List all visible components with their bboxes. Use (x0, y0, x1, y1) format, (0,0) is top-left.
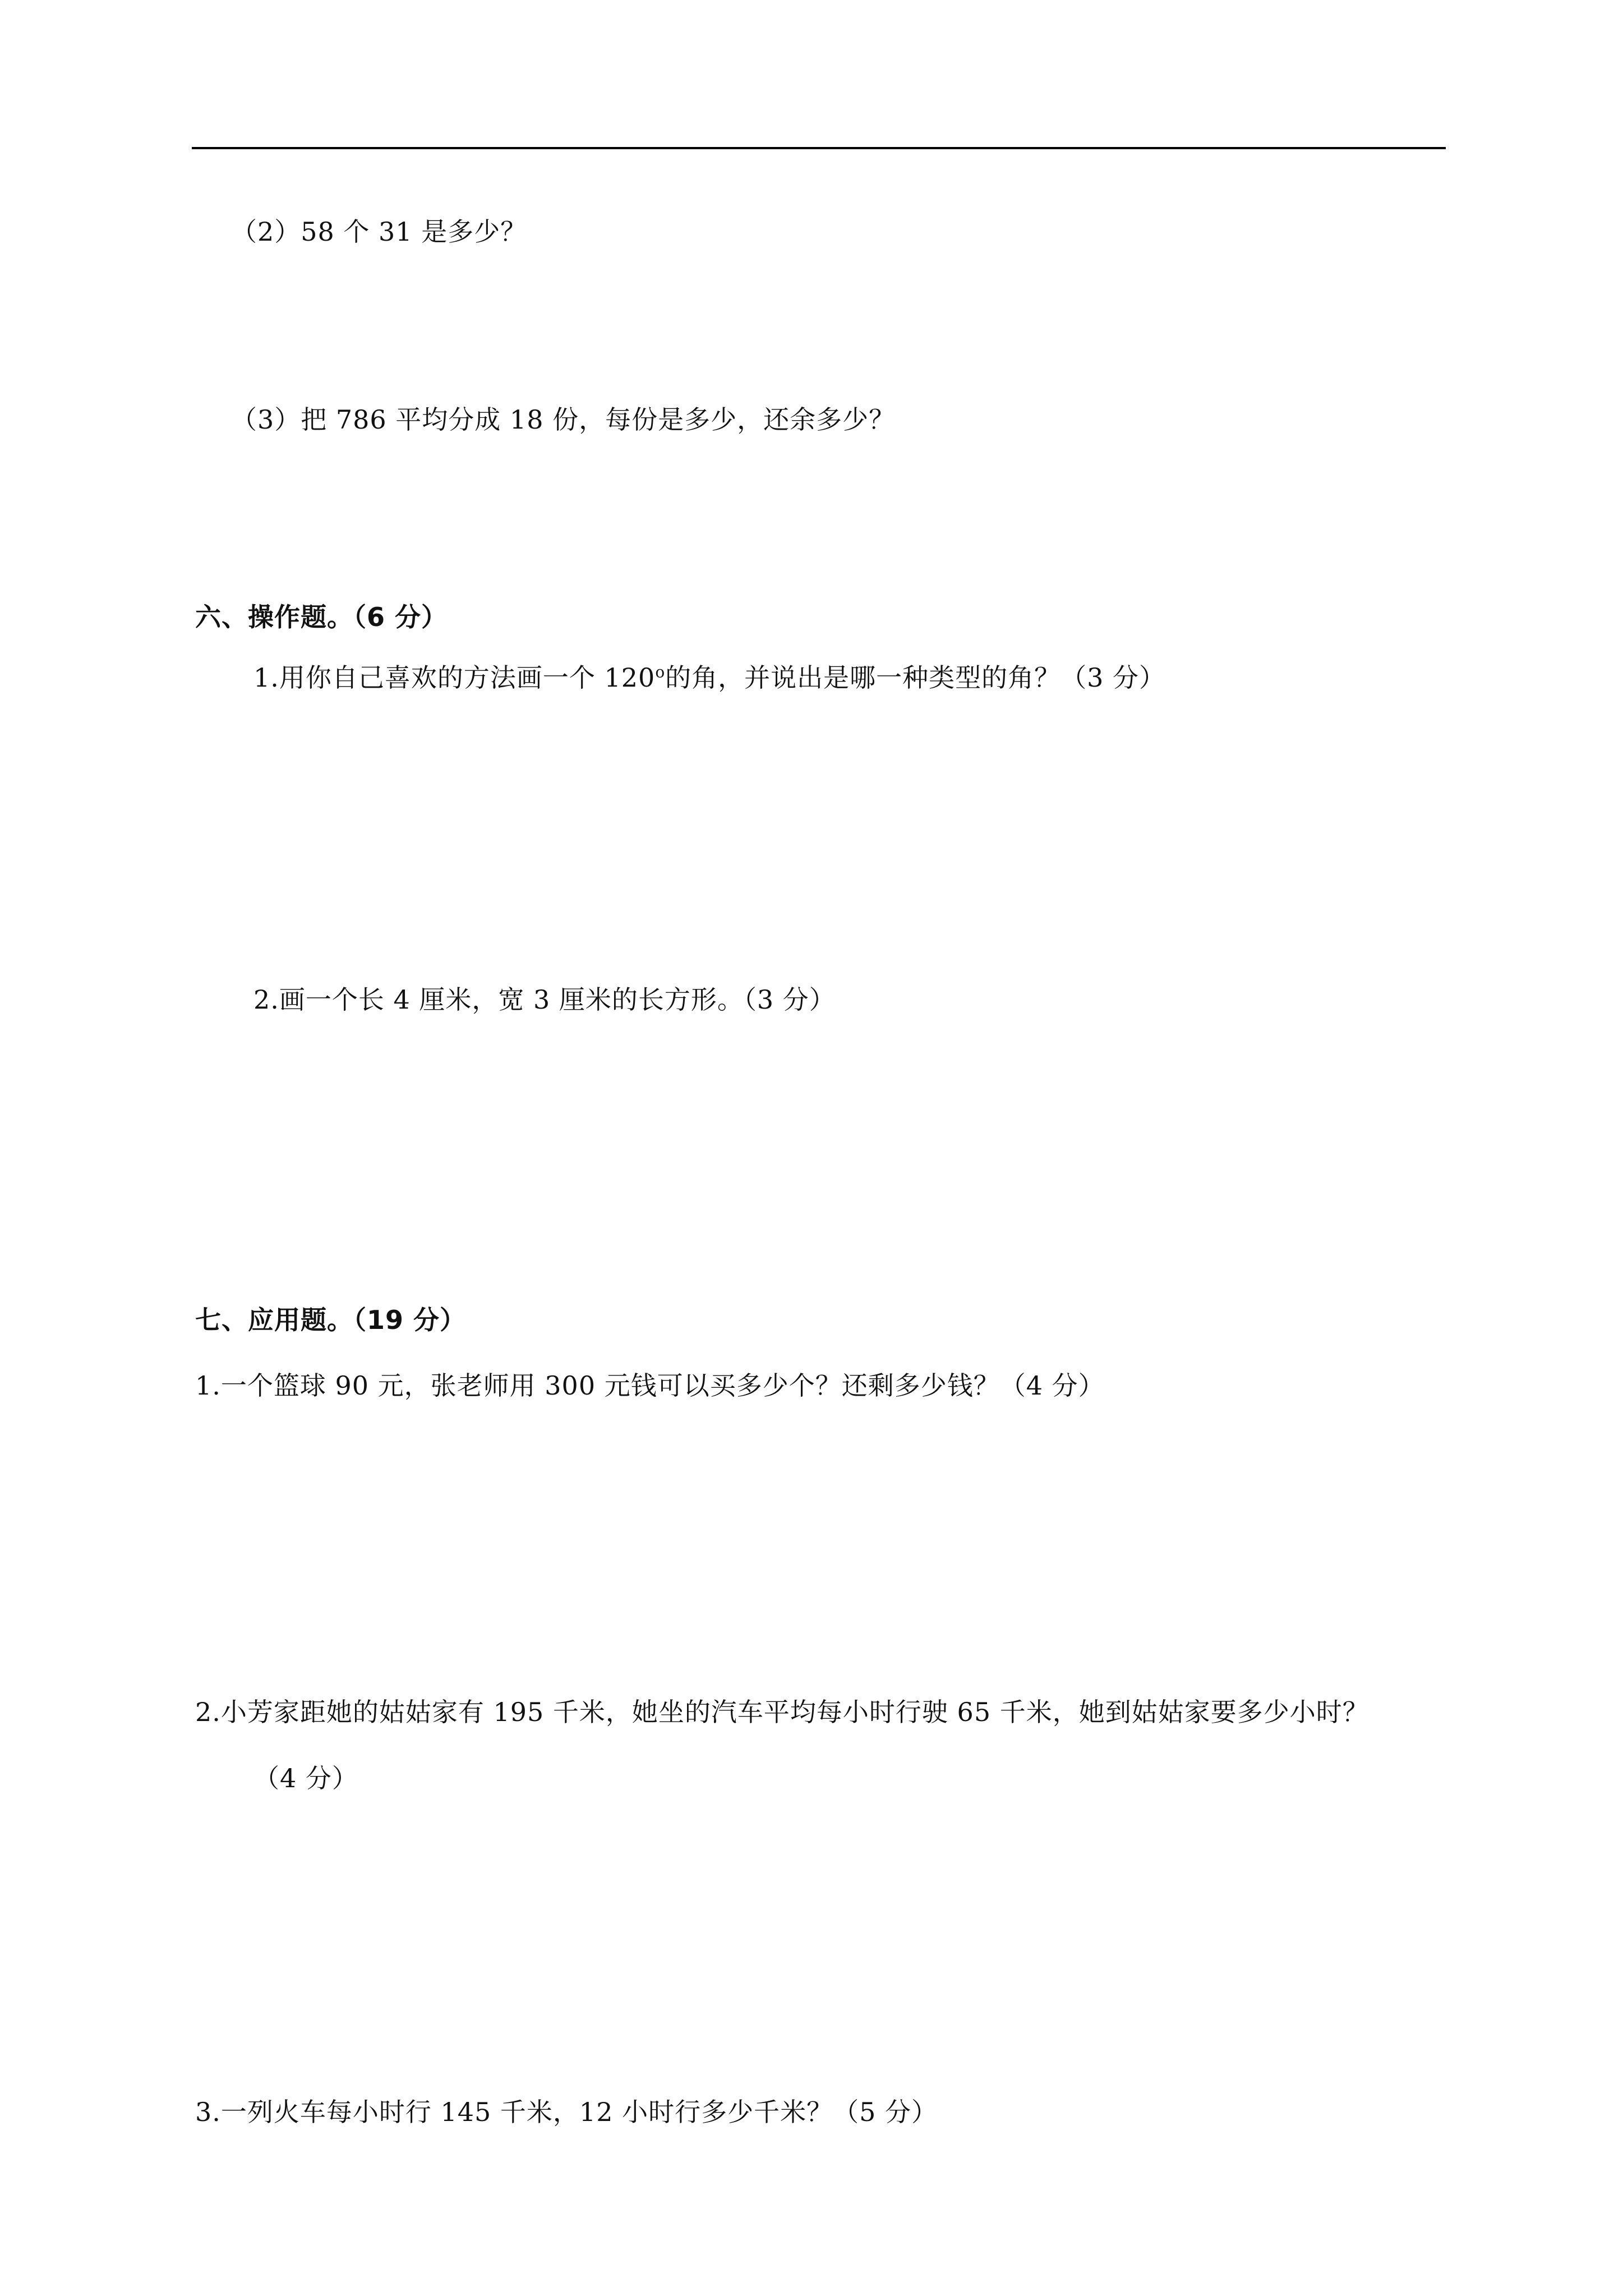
answer-space-7-3 (192, 2137, 1446, 2283)
drawing-space-6-1 (192, 707, 1446, 959)
question-7-2-line-1: 2.小芳家距她的姑姑家有 195 千米，她坐的汽车平均每小时行驶 65 千米，她到姑姑家要多少小时？ (195, 1697, 1369, 1727)
question-6-1-text-a: 1.用你自己喜欢的方法画一个 120 (253, 662, 656, 693)
question-6-1-text-b: 的角，并说出是哪一种类型的角？（3 分） (665, 662, 1166, 693)
question-7-3: 3.一列火车每小时行 145 千米，12 小时行多少千米？（5 分） (195, 2097, 938, 2127)
answer-space-7-1 (192, 1414, 1446, 1683)
answer-space-5-2 (192, 258, 1446, 404)
question-6-2: 2.画一个长 4 厘米，宽 3 厘米的长方形。（3 分） (253, 984, 836, 1015)
header-rule (192, 147, 1446, 149)
question-5-2: （2）58 个 31 是多少？ (231, 217, 527, 247)
question-7-2-line-2: （4 分） (253, 1763, 358, 1793)
section-heading-6: 六、操作题。（6 分） (195, 602, 448, 632)
question-5-3: （3）把 786 平均分成 18 份，每份是多少，还余多少？ (231, 404, 896, 435)
degree-mark: o (655, 662, 666, 682)
question-6-1 (253, 661, 1165, 694)
drawing-space-6-2 (192, 1027, 1446, 1279)
section-heading-7: 七、应用题。（19 分） (195, 1305, 467, 1335)
answer-space-5-3 (192, 449, 1446, 595)
answer-space-7-2 (192, 1806, 1446, 2064)
question-7-1: 1.一个篮球 90 元，张老师用 300 元钱可以买多少个？还剩多少钱？（4 分） (195, 1370, 1105, 1401)
